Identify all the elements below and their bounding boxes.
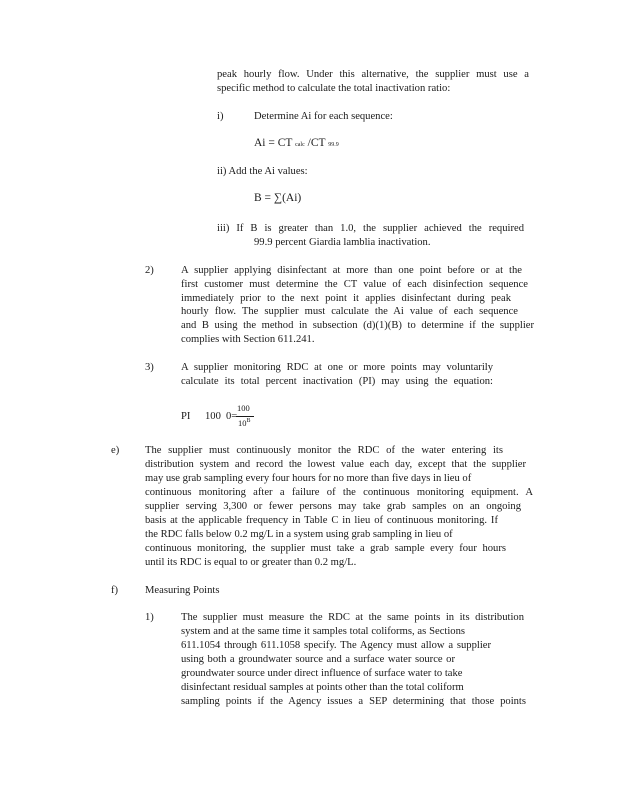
- step-ii-equation: B = ∑(Ai): [254, 192, 302, 204]
- eq-ai-sub-999: 99.9: [328, 142, 339, 148]
- item-f1-line: system and at the same time it samples total coliforms, as Sections: [181, 626, 465, 637]
- item-f1-line: using both a groundwater source and a surface water source or: [181, 654, 455, 665]
- step-i-text: Determine Ai for each sequence:: [254, 111, 393, 122]
- item-f1-line: disinfectant residual samples at points other than the total coliform: [181, 682, 464, 693]
- intro-line-1: peak hourly flow. Under this alternative, the supplier must use a: [217, 69, 529, 80]
- item-2-line: immediately prior to the next point it applies disinfectant during peak: [181, 293, 511, 304]
- item-3-label: 3): [145, 362, 154, 373]
- eq-pi-den-base: 10: [238, 418, 247, 428]
- item-2-label: 2): [145, 265, 154, 276]
- section-e-line: basis at the applicable frequency in Table C in lieu of continuous monitoring. If: [145, 515, 498, 526]
- item-2-line: complies with Section 611.241.: [181, 334, 315, 345]
- section-e-line: supplier serving 3,300 or fewer persons may take grab samples on an ongoing: [145, 501, 521, 512]
- step-i-label: i): [217, 111, 224, 122]
- eq-ai-lhs: Ai = CT: [254, 137, 293, 149]
- section-e-line: until its RDC is equal to or greater than 0.2 mg/L.: [145, 557, 357, 568]
- section-e-label: e): [111, 445, 120, 456]
- eq-ai-sub-calc: calc: [295, 142, 305, 148]
- item-2-line: A supplier applying disinfectant at more than one point before or at the: [181, 265, 522, 276]
- eq-pi-label: PI: [181, 411, 191, 422]
- section-e-line: continuous monitoring after a failure of the continuous monitoring equipment. A: [145, 487, 533, 498]
- step-iii-line-1: iii) If B is greater than 1.0, the supplier achieved the required: [217, 223, 524, 234]
- item-f1-line: groundwater source under direct influence of surface water to take: [181, 668, 463, 679]
- eq-pi-fraction-bar: [236, 416, 254, 417]
- eq-pi-den-exp: B: [246, 418, 251, 425]
- eq-pi-numerator: 100: [237, 403, 250, 413]
- intro-line-2: specific method to calculate the total inactivation ratio:: [217, 83, 451, 94]
- step-ii-text: ii) Add the Ai values:: [217, 166, 308, 177]
- step-iii-line-2: 99.9 percent Giardia lamblia inactivation.: [254, 237, 431, 248]
- item-f1-line: The supplier must measure the RDC at the same points in its distribution: [181, 612, 524, 623]
- section-e-line: the RDC falls below 0.2 mg/L in a system using grab sampling in lieu of: [145, 529, 453, 540]
- section-f-label: f): [111, 585, 119, 596]
- item-2-line: and B using the method in subsection (d)(1)(B) to determine if the supplier: [181, 320, 534, 331]
- item-2-line: first customer must determine the CT value of each disinfection sequence: [181, 279, 528, 290]
- item-2-line: hourly flow. The supplier must calculate the Ai value of each sequence: [181, 306, 518, 317]
- section-f-heading: Measuring Points: [145, 585, 220, 596]
- section-e-line: The supplier must continuously monitor the RDC of the water entering its: [145, 445, 503, 456]
- section-e-line: may use grab sampling every four hours for no more than five days in lieu of: [145, 473, 472, 484]
- section-e-line: distribution system and record the lowest value each day, except that the supplier: [145, 459, 526, 470]
- eq-pi-denominator: [238, 418, 251, 428]
- item-f1-line: 611.1054 through 611.1058 specify. The Agency must allow a supplier: [181, 640, 491, 651]
- item-f1-label: 1): [145, 612, 154, 623]
- eq-ai-mid: /CT: [307, 137, 326, 149]
- eq-pi-100: 100: [205, 411, 221, 422]
- item-f1-line: sampling points if the Agency issues a SEP determining that those points: [181, 696, 526, 707]
- step-i-equation: [254, 137, 339, 149]
- item-3-line-2: calculate its total percent inactivation (PI) may using the equation:: [181, 376, 493, 387]
- eq-pi-operator: 0=: [226, 411, 238, 422]
- item-3-line-1: A supplier monitoring RDC at one or more points may voluntarily: [181, 362, 493, 373]
- section-e-line: continuous monitoring, the supplier must take a grab sample every four hours: [145, 543, 506, 554]
